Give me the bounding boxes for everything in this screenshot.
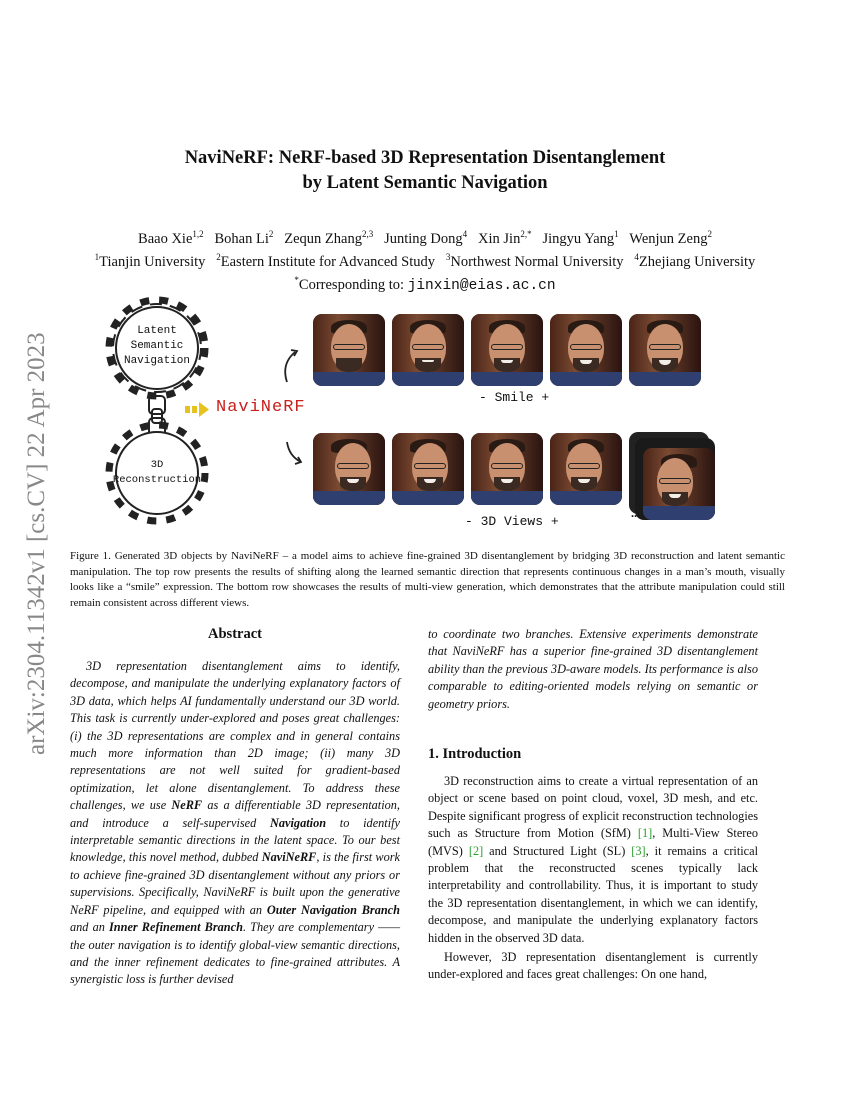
abstract-body: 3D representation disentanglement aims to identify, decompose, and manipulate the underlying explanatory factors of 3D data, which helps AI fundamentally understand our 3D world. This task is currently under-explored and poses great challenges: (i) the 3D representations are complex and in general contains much more information than 2D image; (ii) many 3D representations are not well suited for gradient-based optimization, let alone disentanglement. To address these challenges, we use NeRF as a differentiable 3D representation, and introduce a self-supervised Navigation to identify interpretable semantic directions in the latent space. To our best knowledge, this novel method, dubbed NaviNeRF, is the first work to achieve fine-grained 3D disentanglement without any priors or supervisions. Specifically, NaviNeRF is built upon the generative NeRF pipeline, and equipped with an Outer Navigation Branch and an Inner Refinement Branch. They are complementary —— the outer navigation is to identify global-view semantic directions, and the inner refinement dedicates to fine-grained attributes. A synergistic loss is further devised bbox=[70, 659, 401, 987]
views-axis-label: - 3D Views + bbox=[465, 514, 559, 529]
abstract-heading: Abstract bbox=[208, 626, 262, 642]
author: Jingyu Yang$^1$ bbox=[542, 229, 619, 247]
smile-face-2 bbox=[392, 314, 464, 386]
author: Zequn Zhang$^{2,3}$ bbox=[284, 229, 374, 247]
figure-caption: Figure 1. Generated 3D objects by NaviNeRF – a model aims to achieve fine-grained 3D disentanglement by bridging 3D reconstruction and latent semantic manipulation. The top row presents the results of shifting along the learned semantic direction that represents continuous changes in a man’s mouth, visually looks like a “smile” expression. The bottom row showcases the results of multi-view generation, which demonstrates that the attribute manipulation could still remain consistent across different views. bbox=[70, 550, 785, 609]
figure-1 bbox=[95, 290, 755, 535]
smile-face-5 bbox=[629, 314, 701, 386]
paper-title bbox=[0, 146, 850, 196]
citation-link[interactable]: [2] bbox=[468, 843, 484, 858]
view-face-4 bbox=[550, 433, 622, 505]
affiliation: $^1$Tianjin University bbox=[94, 251, 206, 270]
curved-arrow-up-icon bbox=[285, 352, 295, 382]
introduction-body: 3D reconstruction aims to create a virtual representation of an object or scene based on point cloud, voxel, 3D mesh, and etc. Despite significant progress of explicit reconstruction technologies such as Structure from Motion (SfM) [1], Multi-View Stereo (MVS) [2] and Structured Light (SL) [3], it remains a critical problem that the reconstructed scenes typically lack interpretability and controllability. Thus, it is important to study the 3D representation disentanglement, in which we can identify, decompose, and manipulate the underlying explanatory factors hidden in the observed 3D data. However, 3D representation disentanglement is currently under-explored and faces great challenges: On one hand, bbox=[428, 773, 758, 984]
author: Baao Xie$^{1,2}$ bbox=[138, 229, 204, 247]
introduction-paragraph-2: However, 3D representation disentanglement is currently under-explored and faces great challenges: On one hand, bbox=[428, 950, 758, 982]
title-line-2: by Latent Semantic Navigation bbox=[302, 173, 548, 193]
chain-icon bbox=[149, 396, 165, 436]
navinerf-arrow-icon bbox=[185, 402, 209, 417]
arxiv-sidebar bbox=[22, 265, 52, 755]
author: Wenjun Zeng$^2$ bbox=[629, 229, 712, 247]
citation-link[interactable]: [1] bbox=[637, 826, 653, 841]
author: Xin Jin$^{2,*}$ bbox=[478, 229, 532, 247]
arxiv-id: arXiv:2304.11342v1 [cs.CV] 22 Apr 2023 bbox=[23, 332, 50, 755]
title-line-1: NaviNeRF: NeRF-based 3D Representation Disentanglement bbox=[184, 148, 666, 168]
view-face-3 bbox=[471, 433, 543, 505]
affiliation: $^4$Zhejiang University bbox=[634, 251, 756, 270]
gear-bottom-label: 3D Reconstruction bbox=[112, 459, 202, 486]
view-face-2 bbox=[392, 433, 464, 505]
introduction-heading: 1. Introduction bbox=[428, 746, 522, 762]
abstract-continuation: to coordinate two branches. Extensive experiments demonstrate that NaviNeRF has a superior fine-grained 3D disentanglement ability than the previous 3D-aware models. Its performance is also comparable to editing-oriented models relying on semantic or geometry priors. bbox=[428, 627, 758, 711]
smile-face-4 bbox=[550, 314, 622, 386]
citation-link[interactable]: [3] bbox=[631, 843, 646, 858]
author-block bbox=[0, 225, 850, 294]
email-link[interactable]: jinxin@eias.ac.cn bbox=[407, 277, 556, 294]
smile-face-1 bbox=[313, 314, 385, 386]
smile-axis-label: - Smile + bbox=[479, 390, 550, 405]
affiliation-list bbox=[0, 248, 850, 271]
author-list bbox=[0, 225, 850, 248]
view-face-5 bbox=[643, 448, 715, 520]
view-face-1 bbox=[313, 433, 385, 505]
author: Junting Dong$^4$ bbox=[384, 229, 468, 247]
navinerf-logo: NaviNeRF bbox=[216, 398, 306, 417]
ellipsis: ... bbox=[631, 506, 640, 520]
affiliation: $^2$Eastern Institute for Advanced Study bbox=[216, 251, 435, 270]
gear-top-label: Latent Semantic Navigation bbox=[123, 325, 190, 367]
corresponding-author: *Corresponding to: jinxin@eias.ac.cn bbox=[294, 274, 556, 294]
affiliation: $^3$Northwest Normal University bbox=[445, 251, 624, 270]
smile-face-3 bbox=[471, 314, 543, 386]
author: Bohan Li$^2$ bbox=[214, 229, 274, 247]
